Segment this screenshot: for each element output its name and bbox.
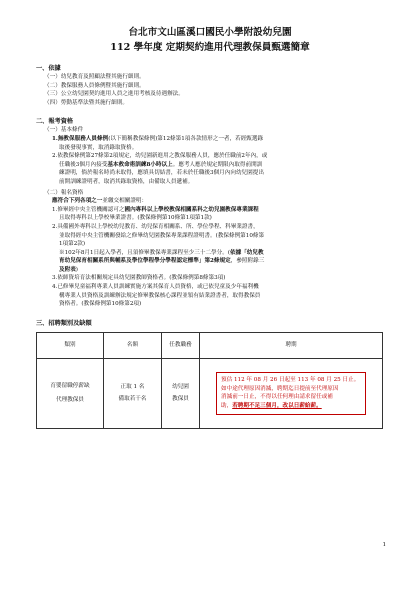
cert-note-standard: 育幼兒保育相關系所與輔系及學位學程學分學程認定標準」第2條規定 — [59, 258, 231, 265]
registration-intro-rest: 並繳交相關證明： — [102, 198, 148, 205]
registration-intro-bold: 應符合下列各項之一 — [52, 198, 103, 205]
cert-item-2-note — [36, 249, 384, 258]
table-header-row — [37, 332, 383, 358]
cert-note-appendix: ，參照附錄三 — [230, 258, 265, 265]
basic-item-2-line3: 練證明，倘於報名時尚未取得，應填具切結書，若未於任職後3個月內向幼兒園提出 — [59, 170, 264, 177]
basis-item-1: （一）幼兒教育及照顧法暨其施行細則。 — [44, 74, 145, 80]
section-qualification-heading: 二、報考資格 — [36, 118, 74, 126]
basic-item-1-line2: 取後發現事實，取消錄取資格。 — [59, 144, 138, 151]
cert-item-2-line2: 並取得經中央主管機關發給之修畢幼兒園教保專業課程證明書。(教保條例第10條第 — [59, 232, 265, 239]
cert-note-bold: 依據「幼兒教 — [230, 249, 264, 256]
cell-category — [37, 358, 104, 428]
header-duty: 任教職務 — [162, 332, 200, 358]
quota-line2: 備取若干名 — [118, 395, 147, 402]
term-line1: 預估 112 年 08 月 26 日起至 113 年 08 月 25 日止。 — [221, 377, 360, 384]
cert-item-1 — [36, 206, 384, 215]
duty-line1: 幼兒園 — [172, 384, 189, 391]
basic-item-2: 2.依教保條例第27條第2項規定，幼兒園新進用之教保服務人員，應於任職前2年內，或 — [52, 153, 268, 160]
cert-note-text: ※102年8月1日起入學者，且須修畢教保專業課程至少三十二學分。( — [59, 249, 231, 256]
header-quota: 名額 — [104, 332, 162, 358]
document-title: 台北市文山區溪口國民小學附設幼兒園 — [128, 27, 292, 38]
cert-item-2: 2.具備國外專科以上學校幼兒教育、幼兒保育相關系、所、學位學程、科畢業證書， — [52, 223, 259, 230]
cert-item-3: 3.依師資培育法相關規定具幼兒園教師資格者。(教保條例第8條第3項) — [52, 275, 226, 282]
basis-item-4: （四）勞動基準法暨其施行細則。 — [44, 99, 128, 106]
basic-item-1-bold: 1.無教保服務人員條例 — [52, 135, 109, 142]
basic-conditions-heading: （一）基本條件 — [44, 127, 84, 134]
term-line3: 消滅前一日止，不得以任何理由請求留任或補 — [221, 394, 333, 401]
term-line4 — [221, 402, 361, 411]
basic-item-2-text-post: 。應考人應於規定期限內取得前開訓 — [172, 161, 263, 168]
basic-item-2-line2 — [36, 161, 384, 170]
recruitment-table — [36, 332, 383, 429]
document-subtitle: 112 學年度 定期契約進用代理教保員甄選簡章 — [110, 42, 310, 53]
registration-intro — [36, 197, 384, 206]
category-line2: 代理教保員 — [56, 396, 84, 403]
cert-note-close: ) — [75, 266, 78, 273]
cert-item-4: 4.已修畢兒童福利專業人員訓練實施方案其保育人員資格，或已依兒童及少年福利機 — [52, 284, 259, 291]
cert-item-2-note-line3 — [36, 266, 384, 275]
daily-pay-notice: 若聘期不足三個月，改以日薪給薪。 — [232, 402, 322, 409]
table-row — [37, 358, 383, 428]
page-number: 1 — [382, 542, 386, 548]
cert-note-table: 及附表 — [59, 266, 76, 273]
cert-item-2-note-line2 — [36, 257, 384, 266]
cert-item-1-line2: 且取得專科以上學校畢業證書。(教保條例第10條第1項第1款) — [59, 215, 212, 222]
basic-item-1 — [36, 135, 384, 144]
cert-item-2-line3: 1項第2款) — [59, 241, 86, 248]
basis-item-2: （二）教保服務人員條例暨其施行細則。 — [44, 82, 145, 89]
duty-line2: 教保員 — [172, 395, 189, 402]
header-term: 聘期 — [200, 332, 383, 358]
cpr-training-requirement: 基本救命術訓練8小時以上 — [107, 161, 173, 168]
quota-line1: 正取 1 名 — [120, 384, 145, 391]
cert-item-4-line3: 資格者。(教保條例第10條第2項) — [59, 301, 142, 308]
cell-duty — [162, 358, 200, 428]
cert-item-4-line2: 構專業人員資格及訓練辦法規定修畢教保核心課程並領有結業證書者，取得教保員 — [59, 292, 261, 299]
category-line1: 育嬰留職停薪缺 — [50, 383, 90, 390]
cell-quota — [104, 358, 162, 428]
basis-item-3: （三）公立幼兒園契約進用人員之進用考核及待遇辦法。 — [44, 91, 184, 98]
section-basis-heading: 一、依據 — [36, 65, 61, 72]
cell-term — [200, 358, 383, 428]
basic-item-1-rest: (以下簡稱教保條例)第12條第1項各款情形之一者，若經甄選錄 — [108, 135, 264, 142]
term-notice-box — [216, 372, 366, 414]
registration-heading: （二）報名資格 — [44, 189, 84, 196]
cert-item-1-text: 1.修畢經中央主管機關認可之 — [52, 206, 125, 213]
basic-item-2-text: 任職後3個月內接受 — [59, 161, 108, 168]
header-category: 類別 — [37, 332, 104, 358]
term-line4-pre: 助， — [221, 402, 233, 409]
cert-item-1-bold: 國內專科以上學校教保相關系科之幼兒園教保專業課程 — [124, 206, 259, 213]
section-recruitment-heading: 三、招聘類別及缺額 — [36, 319, 92, 327]
term-line2: 如中途代理原因消滅，聘期迄日提前至代理原因 — [221, 385, 339, 392]
basic-item-2-line4: 前開訓練證明者，取消其錄取資格，由備取人員遞補。 — [59, 178, 194, 185]
